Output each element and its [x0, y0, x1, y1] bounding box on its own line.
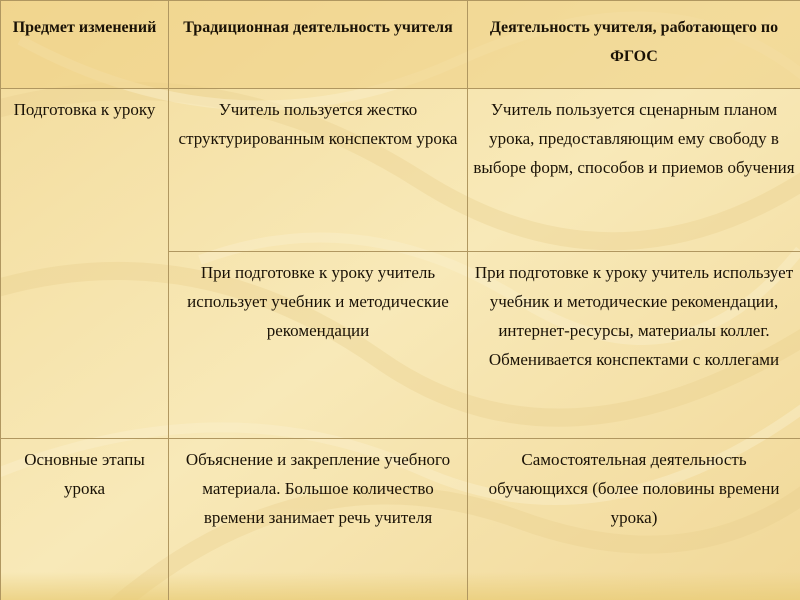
cell-fgos: Самостоятельная деятельность обучающихся (более половины времени урока) [468, 439, 800, 600]
header-row [1, 1, 800, 89]
cell-traditional: При подготовке к уроку учитель использует учебник и методические рекомендации [169, 252, 468, 439]
header-subject: Предмет изменений [1, 1, 169, 89]
cell-subject: Основные этапы урока [1, 439, 169, 600]
cell-traditional: Учитель пользуется жестко структурированным конспектом урока [169, 89, 468, 252]
header-traditional: Традиционная деятельность учителя [169, 1, 468, 89]
header-fgos: Деятельность учителя, работающего по ФГОС [468, 1, 800, 89]
table-row [1, 439, 800, 600]
table-row [1, 89, 800, 252]
cell-traditional: Объяснение и закрепление учебного материала. Большое количество времени занимает речь учителя [169, 439, 468, 600]
cell-subject: Подготовка к уроку [1, 89, 169, 439]
cell-fgos: Учитель пользуется сценарным планом урока, предоставляющим ему свободу в выборе форм, способов и приемов обучения [468, 89, 800, 252]
cell-fgos: При подготовке к уроку учитель использует учебник и методические рекомендации, интернет-ресурсы, материалы коллег. Обменивается конспектами с коллегами [468, 252, 800, 439]
